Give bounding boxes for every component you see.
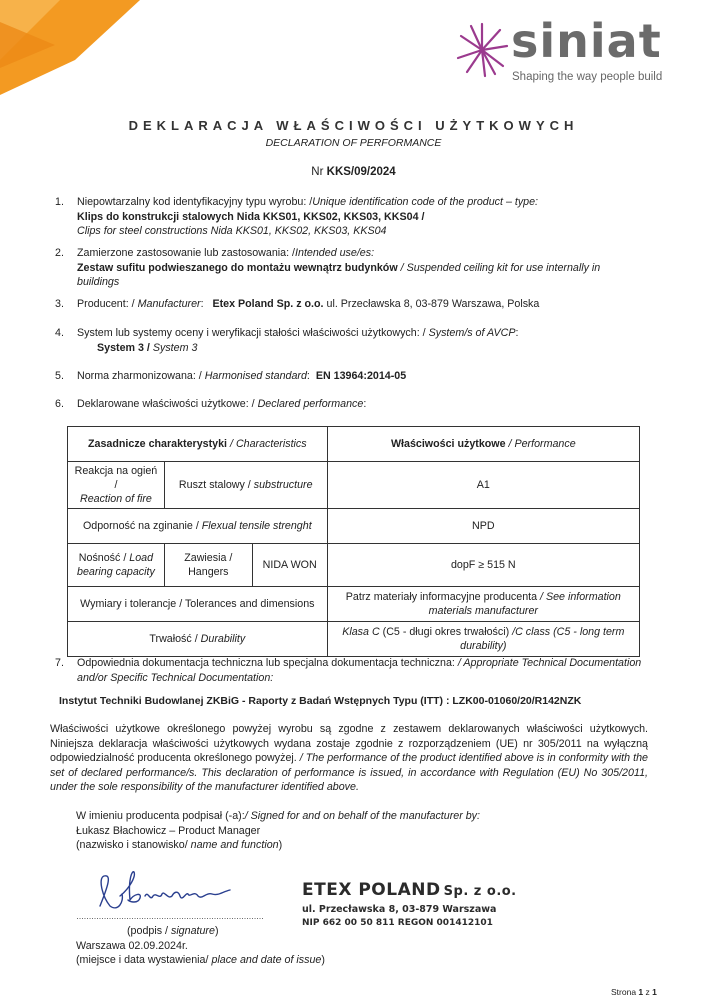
- header-performance: [327, 427, 639, 462]
- place-label-en: place and date of issue: [211, 954, 322, 966]
- page-current: 1: [638, 987, 644, 997]
- colon: :: [306, 370, 310, 382]
- item-3: [55, 297, 675, 312]
- cell-text-class: Klasa C: [342, 626, 380, 638]
- item-lead: Deklarowane właściwości użytkowe: /: [77, 398, 258, 410]
- cell-text: Nośność /: [78, 552, 130, 564]
- colon: :: [200, 298, 204, 310]
- header-perf-pl: Właściwości użytkowe: [390, 438, 506, 450]
- cell-text-cont: Hangers: [188, 566, 229, 578]
- place-date: Warszawa 02.09.2024r.: [76, 939, 188, 952]
- cell-text-en: substructure: [253, 479, 313, 491]
- document-subtitle: DECLARATION OF PERFORMANCE: [265, 137, 442, 149]
- cell-text: Reakcja na ogień /: [74, 465, 158, 491]
- stamp-company-suffix: Sp. z o.o.: [443, 884, 517, 899]
- page-number: [611, 987, 657, 997]
- manufacturer-address: ul. Przecławska 8, 03-879 Warszawa, Polska: [323, 298, 540, 310]
- item-lead-en: / Appropriate Technical Documentation: [457, 657, 642, 669]
- item-1: [55, 195, 655, 239]
- table-row: [68, 622, 640, 657]
- colon: :: [515, 327, 519, 339]
- paren: ): [214, 925, 219, 937]
- header-char-pl: Zasadnicze charakterystyki: [88, 438, 228, 450]
- cell-nida-won: NIDA WON: [252, 544, 327, 587]
- sig-label-en: signature: [170, 925, 215, 937]
- cell-text: Trwałość /: [149, 633, 201, 645]
- item-lead-en: Unique identification code of the product – type:: [312, 196, 539, 208]
- corner-decoration: [0, 0, 150, 95]
- item-value: System 3 /: [97, 341, 150, 354]
- item-number: 5.: [55, 370, 64, 382]
- item-lead-en: Manufacturer: [137, 298, 201, 310]
- cell-text-en: /C class (C5 - long term: [512, 626, 625, 638]
- cell-text: Patrz materiały informacyjne producenta: [345, 591, 541, 603]
- table-row: [68, 427, 640, 462]
- table-row: [68, 462, 640, 509]
- table-row: [68, 509, 640, 544]
- item-number: 1.: [55, 196, 64, 208]
- statement-pl: Właściwości użytkowe określonego powyżej wyrobu są zgodne z zestawem deklarowanych właściwości użytkowych. Niniejsza deklaracja właściwości użytkowych wydana zostaje zgodnie z rozporządzeniem (UE) nr 305/2011 na wyłączną odpowiedzialność producenta określonego powyżej.: [50, 723, 648, 764]
- item-value-en: / Suspended ceiling kit for use internally in: [397, 261, 601, 274]
- sig-label-pl: (podpis /: [127, 925, 171, 937]
- cell-text: (C5 - długi okres trwałości): [379, 626, 513, 638]
- cell-text-en: Load: [129, 552, 154, 564]
- item-number: 7.: [55, 657, 64, 669]
- name-label-en: name and function: [190, 839, 279, 851]
- cell-perf-npd: NPD: [327, 509, 639, 544]
- item-lead-en: Harmonised standard: [204, 370, 307, 382]
- name-label-pl: (nazwisko i stanowisko/: [76, 839, 191, 851]
- cell-text-en-cont: durability): [460, 640, 507, 652]
- cell-text: Ruszt stalowy /: [178, 479, 254, 491]
- cell-text-en: Reaction of fire: [79, 493, 152, 505]
- paren: ): [321, 954, 325, 966]
- brand-name: siniat: [511, 14, 662, 68]
- performance-table: [67, 426, 640, 657]
- nr-label: Nr: [311, 166, 324, 178]
- star-icon: [455, 20, 509, 80]
- item-2: [55, 246, 655, 290]
- item-lead: Niepowtarzalny kod identyfikacyjny typu wyrobu: /: [77, 196, 313, 208]
- item-lead: Producent: /: [77, 298, 138, 310]
- page-total: 1: [652, 987, 657, 997]
- cell-perf-tolerances: [327, 587, 639, 622]
- cell-text-en: Flexual tensile strenght: [201, 520, 312, 532]
- cell-text: Zawiesia /: [184, 552, 233, 564]
- item-lead: System lub systemy oceny i weryfikacji stałości właściwości użytkowych: /: [77, 327, 429, 339]
- cell-load-bearing: [68, 544, 165, 587]
- cell-durability: [68, 622, 328, 657]
- stamp-address: ul. Przecławska 8, 03-879 Warszawa: [302, 904, 497, 915]
- header-characteristics: [68, 427, 328, 462]
- handwritten-signature: [90, 866, 250, 916]
- item-number: 2.: [55, 247, 64, 259]
- paren: ): [278, 839, 283, 851]
- table-row: [68, 587, 640, 622]
- item-4: [55, 326, 675, 355]
- statement-en: / The performance of the product identified above is in conformity with the set of declared performance/s. This declaration of performance is issued, in accordance with Regulation (EU) No 305/2011, under the sole responsibility of the manufacturer identified above.: [50, 752, 648, 793]
- signed-pl: W imieniu producenta podpisał (-a):: [76, 810, 245, 822]
- cell-perf-durability: [327, 622, 639, 657]
- cell-substructure: [164, 462, 327, 509]
- stamp-ids: NIP 662 00 50 811 REGON 001412101: [302, 918, 493, 928]
- cell-perf-dopf: dopF ≥ 515 N: [327, 544, 639, 587]
- item-value-en: System 3: [149, 341, 198, 354]
- cell-text-en: / See information: [540, 591, 621, 603]
- cell-flexural: [68, 509, 328, 544]
- colon: :: [363, 398, 367, 410]
- item-lead-en: Intended use/es:: [295, 247, 375, 259]
- signed-en: / Signed for and on behalf of the manufacturer by:: [244, 810, 480, 822]
- cell-text-en-cont: materials manufacturer: [428, 605, 538, 617]
- item-value-en: Clips for steel constructions Nida KKS01, KKS02, KKS03, KKS04: [77, 225, 387, 237]
- item-lead-en: Declared performance: [257, 398, 364, 410]
- item-value: Klips do konstrukcji stalowych Nida KKS01, KKS02, KKS03, KKS04 /: [77, 210, 425, 223]
- item-lead-en: System/s of AVCP: [428, 327, 516, 339]
- conformity-statement: [50, 722, 648, 795]
- item-6: [55, 397, 675, 412]
- item-lead: Zamierzone zastosowanie lub zastosowania: /: [77, 247, 296, 259]
- cell-reaction-fire: [68, 462, 165, 509]
- manufacturer-name: Etex Poland Sp. z o.o.: [212, 298, 324, 310]
- header-perf-en: / Performance: [505, 438, 576, 450]
- cell-hangers: [164, 544, 252, 587]
- cell-perf-a1: A1: [327, 462, 639, 509]
- cell-tolerances: Wymiary i tolerancje / Tolerances and dimensions: [68, 587, 328, 622]
- cell-text: Odporność na zginanie /: [82, 520, 202, 532]
- cell-text-en: Durability: [200, 633, 246, 645]
- technical-documentation: Instytut Techniki Budowlanej ZKBiG - Raporty z Badań Wstępnych Typu (ITT) : LZK00-01060/20/R142NZK: [59, 695, 582, 707]
- item-lead-en-cont: and/or Specific Technical Documentation:: [77, 671, 274, 684]
- stamp-company: [302, 880, 517, 900]
- nr-value: KKS/09/2024: [326, 166, 396, 178]
- company-stamp: [302, 880, 517, 928]
- item-number: 4.: [55, 327, 64, 339]
- signature-info: [76, 924, 376, 968]
- item-lead: Odpowiednia dokumentacja techniczna lub specjalna dokumentacja techniczna:: [77, 657, 458, 669]
- signature-line: …………………………………………………………………: [76, 912, 264, 921]
- item-value-en-cont: buildings: [77, 276, 120, 288]
- document-title: DEKLARACJA WŁAŚCIWOŚCI UŻYTKOWYCH: [128, 118, 579, 133]
- item-value: Zestaw sufitu podwieszanego do montażu wewnątrz budynków: [77, 261, 398, 274]
- item-number: 6.: [55, 398, 64, 410]
- cell-text-en-cont: bearing capacity: [77, 566, 155, 578]
- header-char-en: / Characteristics: [227, 438, 307, 450]
- table-row: [68, 544, 640, 587]
- item-7: [55, 656, 675, 685]
- stamp-company-name: ETEX POLAND: [302, 880, 441, 900]
- standard-value: EN 13964:2014-05: [315, 370, 407, 382]
- signed-by-block: [76, 809, 636, 853]
- place-label-pl: (miejsce i data wystawienia/: [76, 954, 212, 966]
- item-number: 3.: [55, 298, 64, 310]
- item-lead: Norma zharmonizowana: /: [77, 370, 205, 382]
- declaration-number: [0, 166, 707, 178]
- item-5: [55, 369, 675, 384]
- brand-tagline: Shaping the way people build: [512, 71, 663, 83]
- signatory-name: Łukasz Błachowicz – Product Manager: [76, 824, 261, 837]
- page-label: Strona: [611, 987, 639, 997]
- page-of: z: [643, 987, 653, 997]
